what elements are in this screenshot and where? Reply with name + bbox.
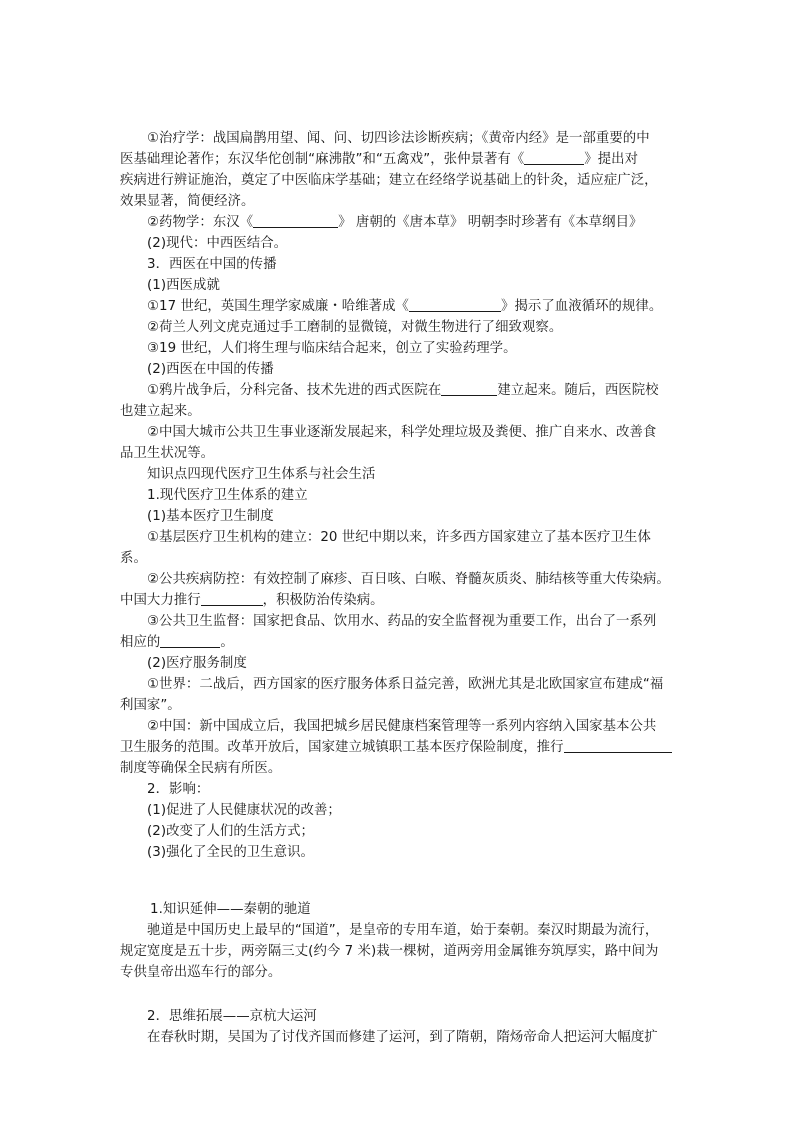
text-line: 中国大力推行 ，积极防治传染病。	[120, 593, 384, 608]
text-line: ①治疗学：战国扁鹊用望、闻、问、切四诊法诊断疾病；《黄帝内经》是一部重要的中	[147, 131, 650, 146]
text-line: 也建立起来。	[120, 404, 201, 419]
fill-in-blank[interactable]	[564, 738, 672, 753]
text-line: ②中国：新中国成立后，我国把城乡居民健康档案管理等一系列内容纳入国家基本公共	[147, 719, 657, 734]
text-line: ③公共卫生监督：国家把食品、饮用水、药品的安全监督视为重要工作，出台了一系列	[147, 614, 657, 629]
section-heading: 3．西医在中国的传播	[147, 257, 277, 272]
text-line: 利国家”。	[120, 698, 181, 713]
fill-in-blank[interactable]	[160, 633, 220, 648]
text-line: ①世界：二战后，西方国家的医疗服务体系日益完善，欧洲尤其是北欧国家宣布建成“福	[147, 677, 664, 692]
text-line: (1)西医成就	[147, 278, 220, 293]
text-line: 在春秋时期，吴国为了讨伐齐国而修建了运河，到了隋朝，隋炀帝命人把运河大幅度扩	[147, 1030, 658, 1045]
text-line: (1)促进了人民健康状况的改善；	[147, 803, 341, 818]
text-line: 医基础理论著作；东汉华佗创制“麻沸散”和“五禽戏”，张仲景著有《 》提出对	[120, 152, 639, 167]
fill-in-blank[interactable]	[441, 381, 497, 396]
text-line: 系。	[120, 551, 147, 566]
text-line: 驰道是中国历史上最早的“国道”，是皇帝的专用车道，始于秦朝。秦汉时期最为流行，	[147, 923, 659, 938]
text-line: 效果显著，简便经济。	[120, 194, 255, 209]
fill-in-blank[interactable]	[524, 150, 584, 165]
text-line: 规定宽度是五十步，两旁隔三丈(约今 7 米)栽一棵树，道两旁用金属锥夯筑厚实，路中间为	[120, 944, 659, 959]
text-line: 制度等确保全民病有所医。	[120, 761, 282, 776]
text-line: 专供皇帝出巡车行的部分。	[120, 965, 282, 980]
text-line: ①基层医疗卫生机构的建立：20 世纪中期以来，许多西方国家建立了基本医疗卫生体	[147, 530, 651, 545]
text-line: ①17 世纪，英国生理学家威廉・哈维著成《 》揭示了血液循环的规律。	[147, 299, 663, 314]
text-line: 卫生服务的范围。改革开放后，国家建立城镇职工基本医疗保险制度，推行	[120, 737, 672, 758]
fill-in-blank[interactable]	[409, 297, 501, 312]
text-line: ③19 世纪，人们将生理与临床结合起来，创立了实验药理学。	[147, 341, 517, 356]
text-line: (2)西医在中国的传播	[147, 362, 274, 377]
text-line: 品卫生状况等。	[120, 446, 215, 461]
text-line: ①鸦片战争后，分科完备、技术先进的西式医院在 建立起来。随后，西医院校	[147, 383, 659, 398]
fill-in-blank[interactable]	[253, 213, 338, 228]
text-line: (2)医疗服务制度	[147, 656, 247, 671]
text-line: ②药物学：东汉《 》 唐朝的《唐本草》 明朝李时珍著有《本草纲目》	[147, 215, 643, 230]
text-line: (2)现代：中西医结合。	[147, 236, 288, 251]
text-line: 相应的 。	[120, 635, 234, 650]
section-heading: 1.现代医疗卫生体系的建立	[147, 488, 308, 503]
text-line: (2)改变了人们的生活方式；	[147, 824, 314, 839]
text-line: ②公共疾病防控：有效控制了麻疹、百日咳、白喉、脊髓灰质炎、肺结核等重大传染病。	[147, 572, 670, 587]
text-line: ②荷兰人列文虎克通过手工磨制的显微镜，对微生物进行了细致观察。	[147, 320, 563, 335]
text-line: ②中国大城市公共卫生事业逐渐发展起来，科学处理垃圾及粪便、推广自来水、改善食	[147, 425, 657, 440]
fill-in-blank[interactable]	[201, 591, 263, 606]
text-line: (1)基本医疗卫生制度	[147, 509, 274, 524]
section-heading: 2．思维拓展——京杭大运河	[147, 1009, 317, 1024]
section-heading: 1.知识延伸——秦朝的驰道	[150, 902, 311, 917]
section-heading: 知识点四现代医疗卫生体系与社会生活	[147, 467, 376, 482]
text-line: (3)强化了全民的卫生意识。	[147, 845, 314, 860]
section-heading: 2．影响：	[147, 782, 210, 797]
text-line: 疾病进行辨证施治，奠定了中医临床学基础；建立在经络学说基础上的针灸，适应症广泛，	[120, 173, 658, 188]
